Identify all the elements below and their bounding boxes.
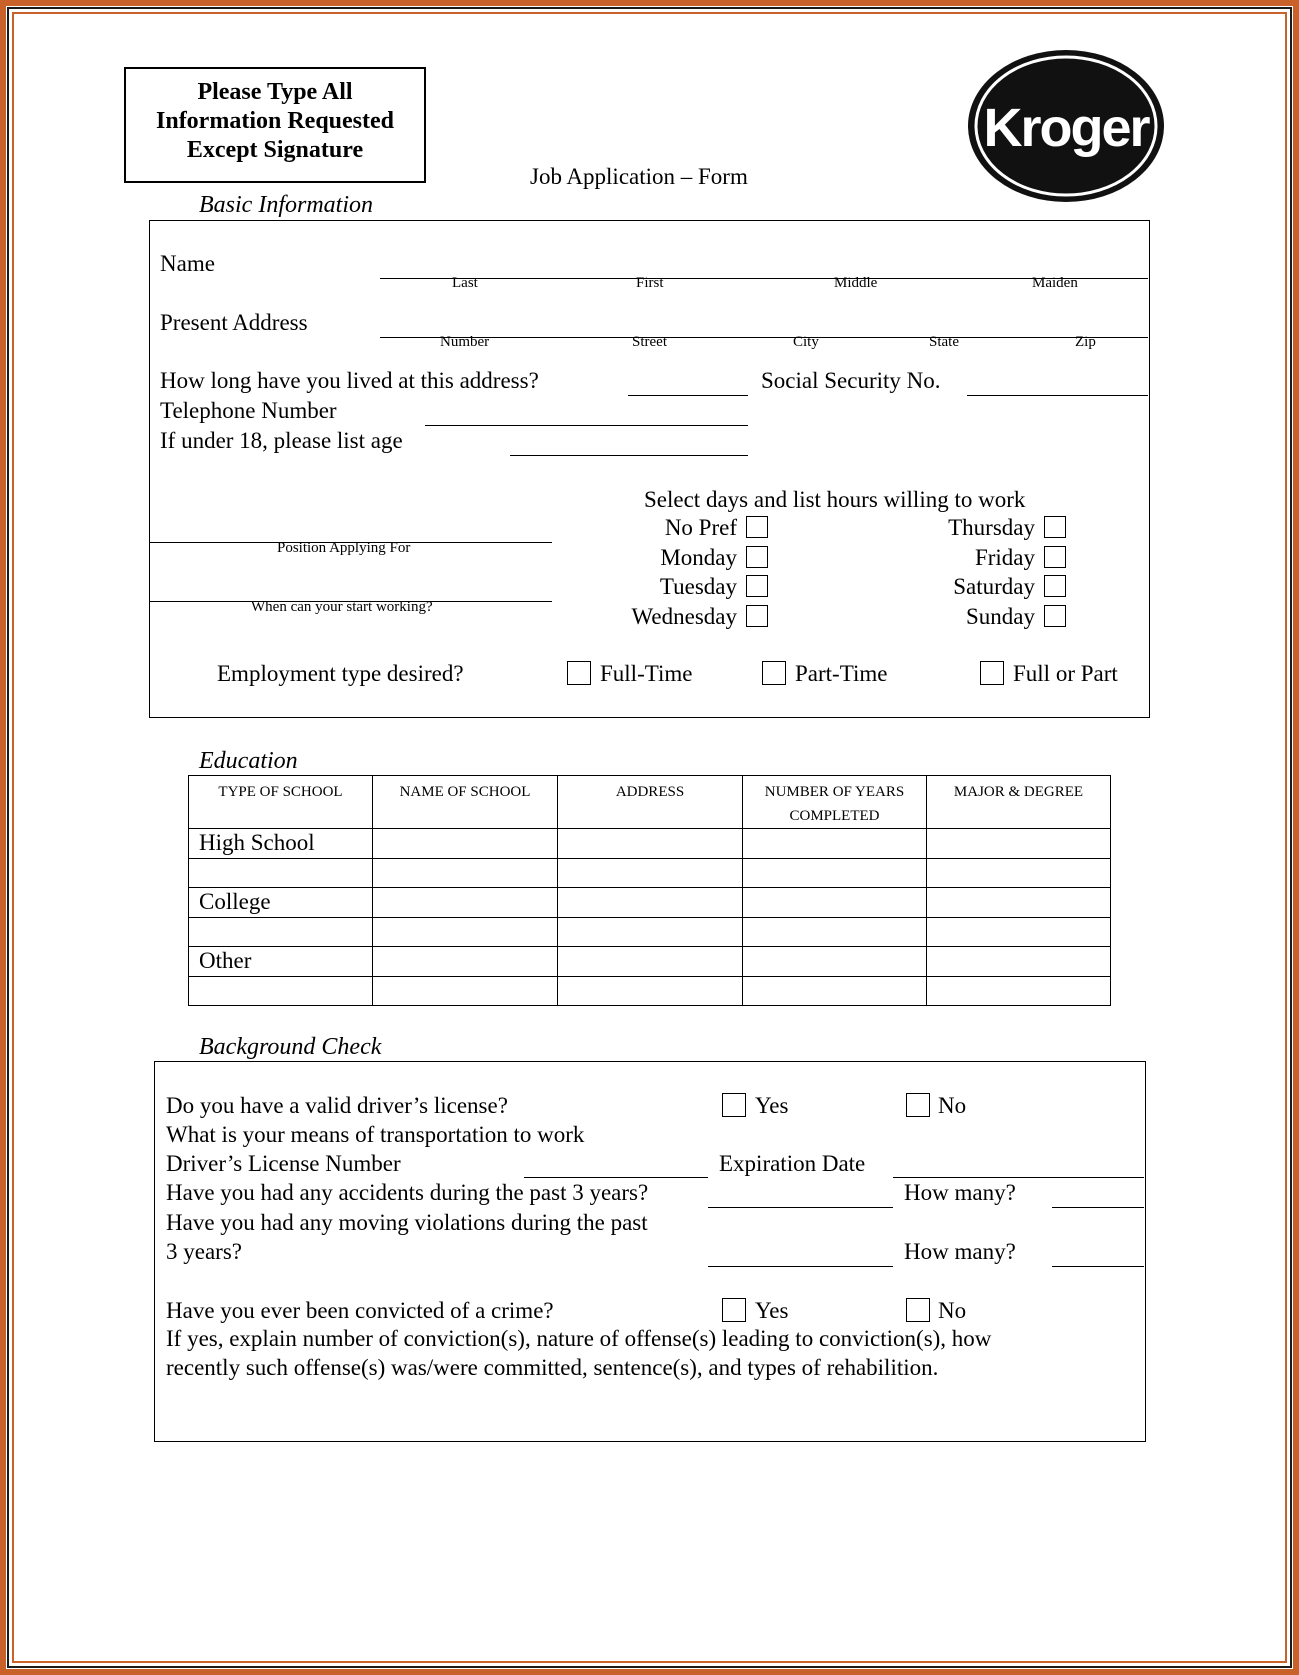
accidents-how-many-label: How many? — [904, 1180, 1016, 1205]
employment-checkbox-full-time[interactable] — [567, 661, 591, 685]
notice-line-3: Except Signature — [186, 137, 364, 163]
table-cell[interactable] — [558, 917, 743, 947]
table-cell[interactable] — [373, 858, 558, 888]
day-checkbox-saturday[interactable] — [1044, 575, 1066, 597]
ssn-label: Social Security No. — [761, 368, 941, 393]
col-years-completed: NUMBER OF YEARS COMPLETED — [743, 776, 927, 829]
license-yes-checkbox[interactable] — [722, 1093, 746, 1117]
violations-count-field[interactable] — [1052, 1266, 1144, 1267]
accidents-count-field[interactable] — [1052, 1207, 1144, 1208]
table-cell[interactable] — [558, 888, 743, 918]
day-label-saturday: Saturday — [953, 574, 1035, 599]
day-label-friday: Friday — [974, 545, 1035, 570]
table-cell[interactable] — [373, 888, 558, 918]
table-cell[interactable] — [558, 858, 743, 888]
basic-heading: Basic Information — [199, 192, 373, 218]
table-cell[interactable] — [927, 976, 1111, 1006]
table-cell[interactable] — [558, 947, 743, 977]
license-question: Do you have a valid driver’s license? — [166, 1093, 508, 1118]
start-label: When can your start working? — [251, 599, 433, 615]
form-title: Job Application – Form — [530, 164, 748, 189]
table-row — [189, 858, 1111, 888]
expiration-label: Expiration Date — [719, 1151, 866, 1176]
violations-question-line-2: 3 years? — [166, 1239, 242, 1264]
table-cell[interactable] — [558, 829, 743, 859]
kroger-logo-icon — [966, 48, 1166, 204]
name-label: Name — [160, 251, 215, 276]
table-cell[interactable] — [373, 976, 558, 1006]
employment-label: Employment type desired? — [217, 661, 464, 686]
day-checkbox-monday[interactable] — [746, 546, 768, 568]
school-type-cell: Other — [189, 947, 373, 977]
table-cell[interactable] — [743, 947, 927, 977]
table-cell[interactable] — [373, 947, 558, 977]
crime-yes-label: Yes — [755, 1298, 789, 1323]
transport-question: What is your means of transportation to work — [166, 1122, 585, 1147]
col-major-degree: MAJOR & DEGREE — [927, 776, 1111, 829]
school-type-cell — [189, 858, 373, 888]
school-type-cell — [189, 976, 373, 1006]
crime-explain-line-1: If yes, explain number of conviction(s), nature of offense(s) leading to conviction(s), how — [166, 1326, 992, 1351]
days-heading: Select days and list hours willing to work — [644, 487, 1026, 512]
education-table — [188, 775, 1111, 1006]
day-checkbox-wednesday[interactable] — [746, 605, 768, 627]
table-row — [189, 976, 1111, 1006]
license-no-label: No — [938, 1093, 967, 1118]
school-type-cell: High School — [189, 829, 373, 859]
violations-question-line-1: Have you had any moving violations during the past — [166, 1210, 648, 1235]
name-part-middle: Middle — [834, 275, 878, 291]
address-part-number: Number — [440, 334, 490, 350]
table-cell[interactable] — [927, 947, 1111, 977]
table-cell[interactable] — [927, 858, 1111, 888]
employment-option-full-or-part: Full or Part — [1013, 661, 1118, 686]
table-cell[interactable] — [743, 888, 927, 918]
table-row — [189, 888, 1111, 918]
address-part-zip: Zip — [1075, 334, 1096, 350]
address-part-street: Street — [632, 334, 667, 350]
address-label: Present Address — [160, 310, 308, 335]
logo-text: Kroger — [983, 98, 1149, 158]
phone-field[interactable] — [425, 425, 748, 426]
table-cell[interactable] — [743, 858, 927, 888]
crime-no-checkbox[interactable] — [906, 1298, 930, 1322]
day-label-thursday: Thursday — [948, 515, 1035, 540]
table-row — [189, 829, 1111, 859]
license-number-field[interactable] — [524, 1177, 708, 1178]
day-label-wednesday: Wednesday — [631, 604, 737, 629]
license-number-label: Driver’s License Number — [166, 1151, 401, 1176]
table-cell[interactable] — [743, 917, 927, 947]
school-type-cell — [189, 917, 373, 947]
notice-line-1: Please Type All — [197, 79, 353, 105]
address-field[interactable] — [380, 337, 1148, 338]
day-checkbox-thursday[interactable] — [1044, 516, 1066, 538]
day-checkbox-sunday[interactable] — [1044, 605, 1066, 627]
notice-box — [124, 67, 426, 183]
address-part-state: State — [929, 334, 959, 350]
table-cell[interactable] — [927, 829, 1111, 859]
employment-checkbox-full-or-part[interactable] — [980, 661, 1004, 685]
phone-label: Telephone Number — [160, 398, 337, 423]
table-row — [189, 917, 1111, 947]
how-long-field[interactable] — [628, 395, 748, 396]
license-yes-label: Yes — [755, 1093, 789, 1118]
name-part-maiden: Maiden — [1032, 275, 1078, 291]
table-cell[interactable] — [743, 976, 927, 1006]
crime-no-label: No — [938, 1298, 967, 1323]
name-part-last: Last — [452, 275, 478, 291]
accidents-field[interactable] — [708, 1207, 893, 1208]
age-field[interactable] — [510, 455, 748, 456]
table-row — [189, 947, 1111, 977]
how-long-label: How long have you lived at this address? — [160, 368, 539, 393]
crime-explain-line-2: recently such offense(s) was/were committed, sentence(s), and types of rehabilition. — [166, 1355, 939, 1380]
name-part-first: First — [636, 275, 664, 291]
day-label-sunday: Sunday — [966, 604, 1035, 629]
table-cell[interactable] — [373, 917, 558, 947]
crime-question: Have you ever been convicted of a crime? — [166, 1298, 554, 1323]
ssn-field[interactable] — [967, 395, 1148, 396]
background-heading: Background Check — [199, 1034, 382, 1060]
age-label: If under 18, please list age — [160, 428, 403, 453]
table-cell[interactable] — [927, 917, 1111, 947]
table-cell[interactable] — [558, 976, 743, 1006]
violations-how-many-label: How many? — [904, 1239, 1016, 1264]
employment-checkbox-part-time[interactable] — [762, 661, 786, 685]
day-label-tuesday: Tuesday — [659, 574, 737, 599]
education-header-row — [189, 776, 1111, 829]
education-heading: Education — [199, 748, 298, 774]
table-cell[interactable] — [927, 888, 1111, 918]
expiration-field[interactable] — [893, 1177, 1144, 1178]
day-checkbox-tuesday[interactable] — [746, 575, 768, 597]
notice-line-2: Information Requested — [156, 108, 394, 134]
col-type-of-school: TYPE OF SCHOOL — [189, 776, 373, 829]
day-label-no-pref: No Pref — [664, 515, 737, 540]
day-checkbox-no-pref[interactable] — [746, 516, 768, 538]
table-cell[interactable] — [373, 829, 558, 859]
employment-option-full-time: Full-Time — [600, 661, 693, 686]
table-cell[interactable] — [743, 829, 927, 859]
col-address: ADDRESS — [558, 776, 743, 829]
school-type-cell: College — [189, 888, 373, 918]
address-part-city: City — [793, 334, 819, 350]
crime-yes-checkbox[interactable] — [722, 1298, 746, 1322]
employment-option-part-time: Part-Time — [795, 661, 888, 686]
license-no-checkbox[interactable] — [906, 1093, 930, 1117]
position-label: Position Applying For — [277, 540, 411, 556]
day-checkbox-friday[interactable] — [1044, 546, 1066, 568]
violations-field[interactable] — [708, 1266, 893, 1267]
day-label-monday: Monday — [660, 545, 737, 570]
basic-info-section — [149, 220, 1150, 718]
col-name-of-school: NAME OF SCHOOL — [373, 776, 558, 829]
accidents-question: Have you had any accidents during the past 3 years? — [166, 1180, 649, 1205]
